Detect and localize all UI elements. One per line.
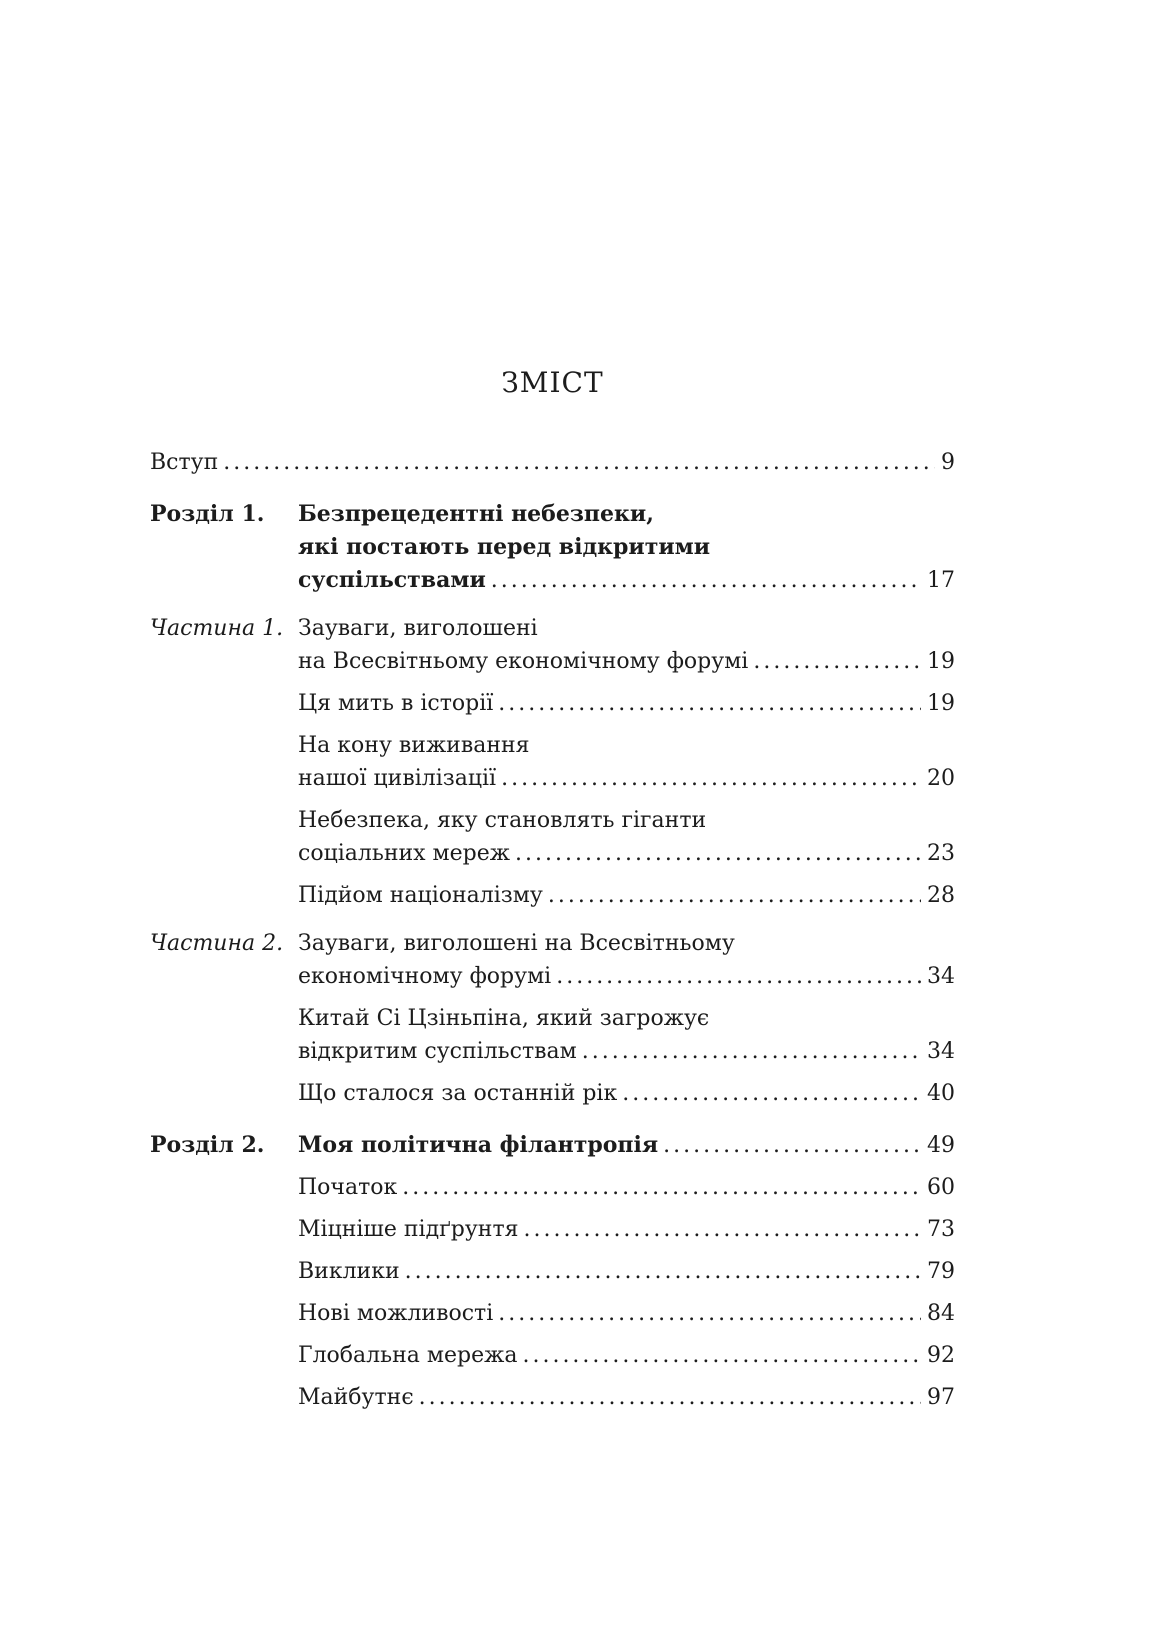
toc-entry-label: [150, 729, 298, 795]
dot-leader: [501, 762, 921, 795]
dot-leader: [402, 1171, 921, 1204]
toc-entry-label: Частина 2.: [150, 931, 284, 956]
toc-entry: [150, 1129, 955, 1162]
toc-page-number: 73: [927, 1217, 955, 1242]
toc-entry-label: [150, 1339, 298, 1372]
toc-entry: [150, 446, 955, 479]
dot-leader: [405, 1255, 921, 1288]
dot-leader: [491, 564, 921, 597]
dot-leader: [223, 446, 935, 479]
toc-entry: [150, 687, 955, 720]
table-of-contents: [150, 446, 955, 1414]
toc-entry-label: [150, 1171, 298, 1204]
toc-title-line: Що сталося за останній рік: [298, 1081, 618, 1106]
toc-entry-label: Частина 1.: [150, 616, 284, 641]
toc-entry-label: [150, 804, 298, 870]
toc-entry-label: Розділ 1.: [150, 501, 265, 527]
toc-title-line: На кону виживання: [298, 733, 530, 758]
toc-page-number: 40: [927, 1081, 955, 1106]
toc-entry: [150, 1171, 955, 1204]
toc-entry-label: [150, 1381, 298, 1414]
toc-entry-label: [150, 687, 298, 720]
toc-page-number: 28: [927, 883, 955, 908]
toc-entry: [150, 612, 955, 678]
dot-leader: [522, 1339, 921, 1372]
toc-title-line: Ця мить в історії: [298, 691, 494, 716]
toc-title-line: які постають перед відкритими: [298, 534, 711, 560]
toc-title-line: відкритим суспільствам: [298, 1039, 577, 1064]
toc-page-number: 97: [927, 1385, 955, 1410]
toc-title-line: Зауваги, виголошені: [298, 616, 538, 641]
toc-entry: [150, 1002, 955, 1068]
toc-title-line: Майбутнє: [298, 1385, 414, 1410]
toc-title-line: Міцніше підґрунтя: [298, 1217, 519, 1242]
toc-title-line: Підйом націоналізму: [298, 883, 543, 908]
toc-title-line: соціальних мереж: [298, 841, 511, 866]
toc-title-line: нашої цивілізації: [298, 766, 497, 791]
page-title: ЗМІСТ: [501, 366, 604, 399]
toc-entry: [150, 1381, 955, 1414]
toc-title-line: Китай Сі Цзіньпіна, який загрожує: [298, 1006, 710, 1031]
toc-entry: [150, 879, 955, 912]
toc-title-line: на Всесвітньому економічному форумі: [298, 649, 749, 674]
toc-entry-label: [150, 1077, 298, 1110]
dot-leader: [663, 1129, 921, 1162]
toc-entry: [150, 1339, 955, 1372]
toc-title-line: Зауваги, виголошені на Всесвітньому: [298, 931, 735, 956]
dot-leader: [498, 1297, 921, 1330]
toc-page-number: 34: [927, 964, 955, 989]
toc-title-line: Початок: [298, 1175, 398, 1200]
toc-entry: [150, 1255, 955, 1288]
dot-leader: [498, 687, 921, 720]
toc-entry: [150, 1077, 955, 1110]
toc-title-line: суспільствами: [298, 567, 486, 593]
toc-page-number: 17: [927, 568, 955, 593]
toc-page-number: 23: [927, 841, 955, 866]
dot-leader: [524, 1213, 922, 1246]
toc-title-line: економічному форумі: [298, 964, 552, 989]
toc-entry-label: [150, 1002, 298, 1068]
toc-page-number: 19: [927, 691, 955, 716]
toc-title-line: Небезпека, яку становлять гіганти: [298, 808, 707, 833]
toc-title-line: Нові можливості: [298, 1301, 494, 1326]
toc-page-number: 84: [927, 1301, 955, 1326]
toc-page-number: 19: [927, 649, 955, 674]
toc-entry: [150, 1213, 955, 1246]
toc-page-number: 34: [927, 1039, 955, 1064]
toc-title-line: Безпрецедентні небезпеки,: [298, 501, 654, 527]
toc-title-line: Моя політична філантропія: [298, 1132, 659, 1158]
toc-entry: [150, 729, 955, 795]
dot-leader: [753, 645, 921, 678]
toc-title-line: Глобальна мережа: [298, 1343, 518, 1368]
toc-page-number: 60: [927, 1175, 955, 1200]
toc-entry: [150, 498, 955, 597]
dot-leader: [515, 837, 921, 870]
dot-leader: [622, 1077, 921, 1110]
toc-entry-label: [150, 879, 298, 912]
toc-entry-label: [150, 1255, 298, 1288]
dot-leader: [548, 879, 921, 912]
toc-entry-label: Розділ 2.: [150, 1132, 265, 1158]
toc-page-number: 9: [941, 450, 955, 475]
dot-leader: [556, 960, 921, 993]
toc-page-number: 79: [927, 1259, 955, 1284]
toc-title-line: Виклики: [298, 1259, 400, 1284]
toc-title-line: Вступ: [150, 450, 219, 475]
toc-entry: [150, 927, 955, 993]
dot-leader: [419, 1381, 921, 1414]
toc-entry-label: [150, 1213, 298, 1246]
toc-entry: [150, 804, 955, 870]
dot-leader: [582, 1035, 921, 1068]
toc-entry-label: [150, 1297, 298, 1330]
toc-page-number: 20: [927, 766, 955, 791]
toc-entry: [150, 1297, 955, 1330]
toc-page-number: 92: [927, 1343, 955, 1368]
toc-page-number: 49: [927, 1133, 955, 1158]
